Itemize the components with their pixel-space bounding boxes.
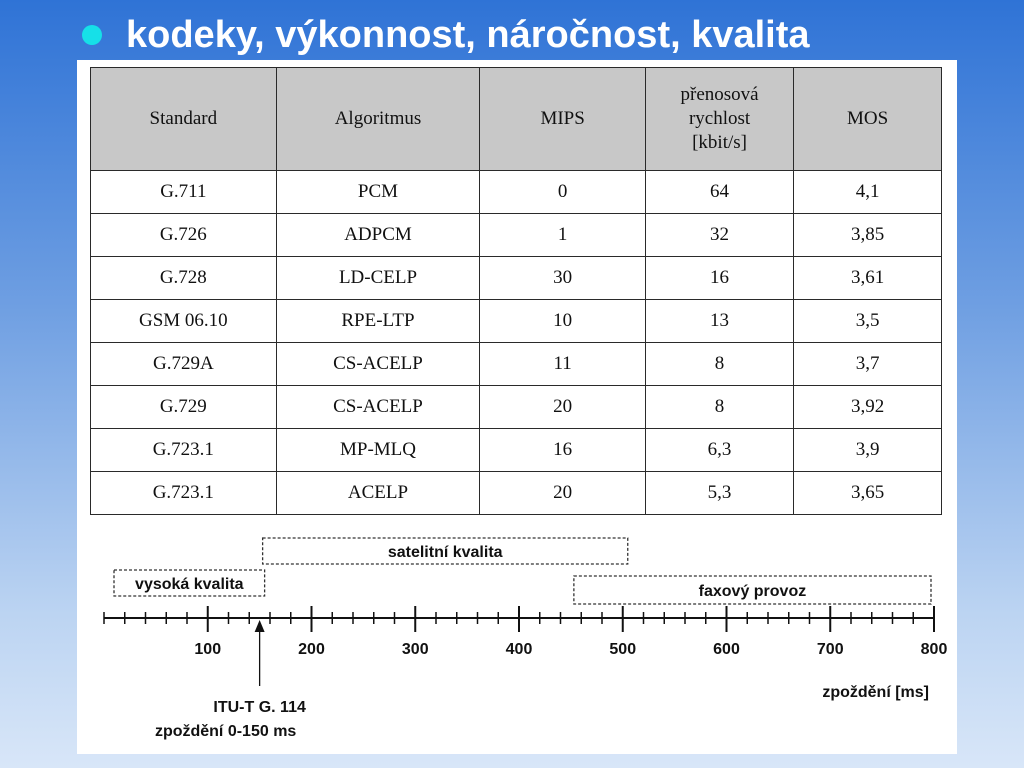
marker-sublabel: zpoždění 0-150 ms (154, 723, 297, 740)
tick-label: 500 (609, 641, 637, 658)
cell-standard: G.728 (91, 257, 277, 300)
cell-algorithm: PCM (276, 171, 480, 214)
cell-standard: G.711 (91, 171, 277, 214)
cell-mos: 4,1 (794, 171, 942, 214)
cell-mos: 3,5 (794, 300, 942, 343)
cell-mips: 10 (480, 300, 646, 343)
cell-bitrate: 32 (645, 214, 793, 257)
cell-standard: G.723.1 (91, 429, 277, 472)
cell-bitrate: 13 (645, 300, 793, 343)
header-algorithm: Algoritmus (276, 68, 480, 171)
cell-standard: G.729 (91, 386, 277, 429)
cell-mips: 20 (480, 386, 646, 429)
cell-algorithm: CS-ACELP (276, 343, 480, 386)
header-standard: Standard (91, 68, 277, 171)
cell-mos: 3,9 (794, 429, 942, 472)
cell-bitrate: 64 (645, 171, 793, 214)
band-label: satelitní kvalita (387, 544, 503, 561)
cell-standard: G.729A (91, 343, 277, 386)
cell-bitrate: 16 (645, 257, 793, 300)
cell-mos: 3,92 (794, 386, 942, 429)
cell-mips: 0 (480, 171, 646, 214)
tick-label: 600 (713, 641, 740, 658)
cell-mips: 11 (480, 343, 646, 386)
header-bitrate-line: přenosová (680, 84, 759, 105)
slide-title-row (82, 10, 810, 60)
cell-algorithm: ACELP (276, 472, 480, 515)
cell-bitrate: 6,3 (645, 429, 793, 472)
cell-standard: G.726 (91, 214, 277, 257)
cell-mos: 3,65 (794, 472, 942, 515)
tick-label: 100 (194, 641, 222, 658)
bullet-icon (82, 25, 102, 45)
header-mips: MIPS (480, 68, 646, 171)
header-mos: MOS (794, 68, 942, 171)
cell-mos: 3,61 (794, 257, 942, 300)
band-label: faxový provoz (698, 583, 807, 600)
cell-algorithm: RPE-LTP (276, 300, 480, 343)
cell-algorithm: LD-CELP (276, 257, 480, 300)
cell-mips: 30 (480, 257, 646, 300)
cell-algorithm: CS-ACELP (276, 386, 480, 429)
cell-standard: G.723.1 (91, 472, 277, 515)
header-bitrate-line: [kbit/s] (692, 132, 747, 153)
tick-label: 700 (816, 641, 844, 658)
header-bitrate-line: rychlost (688, 108, 751, 129)
cell-mips: 16 (480, 429, 646, 472)
cell-mips: 20 (480, 472, 646, 515)
tick-label: 200 (298, 641, 325, 658)
cell-bitrate: 8 (645, 343, 793, 386)
cell-algorithm: MP-MLQ (276, 429, 480, 472)
tick-label: 800 (920, 641, 948, 658)
cell-standard: GSM 06.10 (91, 300, 277, 343)
arrow-up-icon (255, 620, 265, 632)
band-label: vysoká kvalita (135, 576, 244, 593)
marker-label: ITU-T G. 114 (213, 699, 306, 716)
axis-label: zpoždění [ms] (822, 684, 929, 701)
slide-title: kodeky, výkonnost, náročnost, kvalita (126, 13, 810, 56)
content-panel (77, 60, 957, 754)
cell-mos: 3,85 (794, 214, 942, 257)
tick-label: 300 (401, 641, 429, 658)
cell-mips: 1 (480, 214, 646, 257)
cell-mos: 3,7 (794, 343, 942, 386)
cell-algorithm: ADPCM (276, 214, 480, 257)
tick-label: 400 (505, 641, 533, 658)
cell-bitrate: 8 (645, 386, 793, 429)
cell-bitrate: 5,3 (645, 472, 793, 515)
delay-timeline (77, 60, 957, 754)
